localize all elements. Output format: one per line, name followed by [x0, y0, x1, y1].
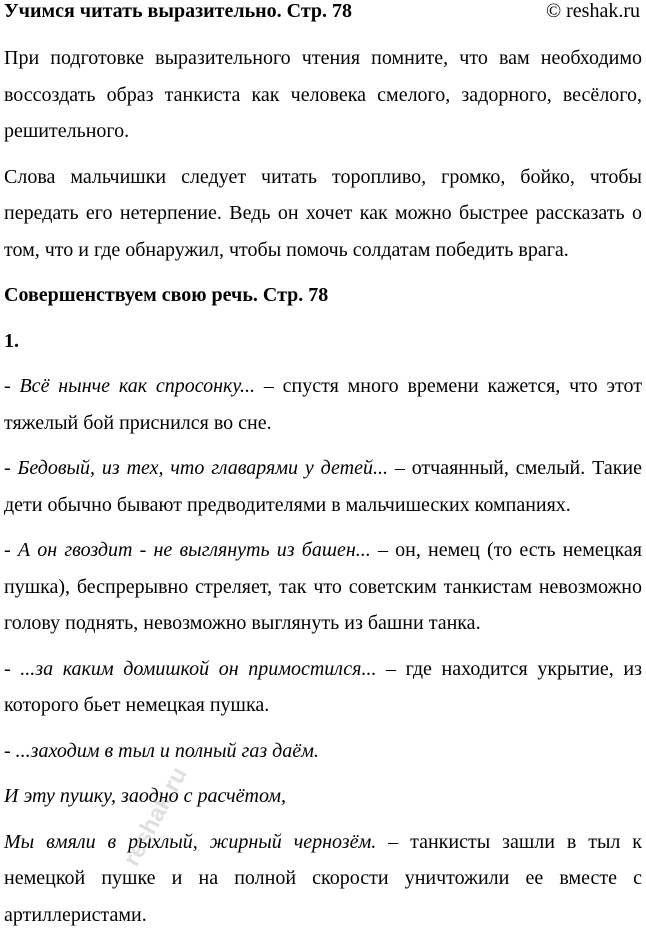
document-body: [4, 40, 642, 942]
page-header: [4, 0, 640, 24]
site-credit: © reshak.ru: [545, 0, 640, 22]
intro-paragraph-1: При подготовке выразительного чтения помните, что вам необходимо воссоздать образ танкиста как человека смелого, задорного, весёлого, решительного.: [4, 47, 642, 142]
item-explanation: – он, немец (то есть немецкая пушка), беспрерывно стреляет, так что советским танкистам невозможно голову поднять, невозможно выглянуть из башни танка.: [4, 539, 642, 634]
item-prefix: -: [4, 657, 21, 680]
item-explanation: – отчаянный, смелый. Такие дети обычно бывают предводителями в мальчишеских компаниях.: [4, 457, 642, 516]
item-explanation: – где находится укрытие, из которого бьет немецкая пушка.: [4, 657, 643, 716]
poem-line-3: [4, 824, 642, 934]
item-prefix: -: [4, 539, 18, 561]
watermark-text: reshak.ru: [118, 762, 193, 871]
explanation-item-2: [4, 450, 642, 523]
page-title: Учимся читать выразительно. Стр. 78: [4, 0, 353, 22]
poem-quote: И эту пушку, заодно с расчётом,: [4, 785, 286, 807]
item-quote: А он гвоздит - не выглянуть из башен...: [17, 539, 371, 561]
section-heading: Совершенствуем свою речь. Стр. 78: [4, 284, 329, 306]
poem-quote: - ...заходим в тыл и полный газ даём.: [4, 739, 319, 762]
explanation-item-3: [4, 532, 642, 642]
item-quote: ...за каким домишкой он примостился...: [20, 657, 377, 680]
poem-quote: Мы вмяли в рыхлый, жирный чернозём.: [4, 830, 377, 853]
intro-paragraph-2: Слова мальчишки следует читать торопливо, громко, бойко, чтобы передать его нетерпение. Ведь он хочет как можно быстрее рассказать о том, что и где обнаружил, чтобы помочь солдатам победить врага.: [4, 165, 642, 261]
poem-line-2: [4, 778, 642, 815]
poem-line-1: [4, 733, 642, 770]
item-explanation: – спустя много времени кажется, что этот тяжелый бой приснился во сне.: [4, 375, 642, 434]
explanation-item-4: [4, 651, 642, 724]
explanation-item-1: [4, 368, 642, 441]
item-prefix: -: [4, 457, 18, 479]
item-quote: Бедовый, из тех, что главарями у детей...: [17, 457, 388, 479]
item-quote: Всё нынче как спросонку...: [19, 375, 256, 397]
item-prefix: -: [4, 375, 20, 397]
task-number: 1.: [4, 329, 19, 352]
item-explanation: – танкисты зашли в тыл к немецкой пушке и на полной скорости уничтожили ее вместе с артиллеристами.: [4, 830, 642, 926]
